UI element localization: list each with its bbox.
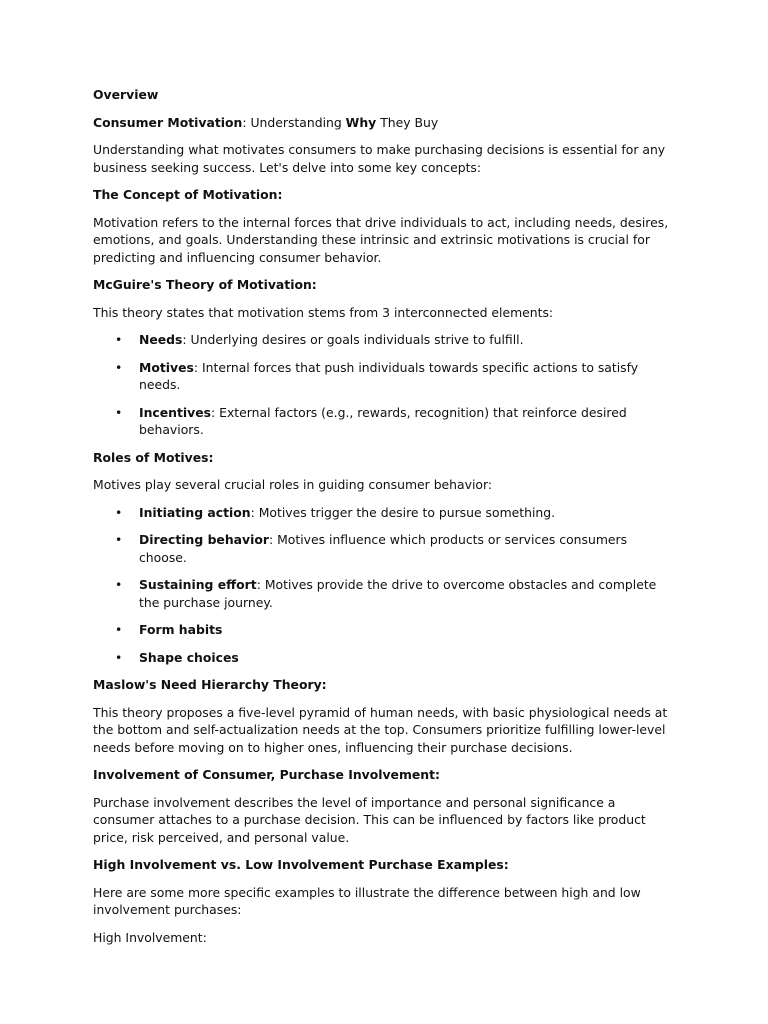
list-item-desc: : Motives provide the drive to overcome obstacles and complete the purchase journey. [139,577,657,610]
bullet-icon: • [115,649,123,665]
list-item [93,649,676,667]
document-subtitle [93,114,676,132]
list-item [93,331,676,349]
bullet-icon: • [115,622,123,637]
list-item-term: Initiating action [139,504,251,520]
subtitle-part-4: They Buy [376,114,439,130]
involvement-heading: Involvement of Consumer, Purchase Involvement: [93,767,440,782]
list-item-term: Needs [139,332,183,347]
list-item-desc: : Motives influence which products or services consumers choose. [139,532,628,565]
concept-heading: The Concept of Motivation: [93,187,283,202]
subtitle-part-1: Consumer Motivation [93,114,243,130]
subtitle-part-3: Why [345,114,377,130]
list-item-desc: : Underlying desires or goals individuals strive to fulfill. [182,332,524,347]
bullet-icon: • [115,359,123,375]
list-item [93,621,676,639]
list-item-term: Directing behavior [139,532,269,547]
mcguire-list [93,331,676,439]
examples-heading: High Involvement vs. Low Involvement Purchase Examples: [93,857,509,872]
roles-paragraph: Motives play several crucial roles in guiding consumer behavior: [93,477,493,492]
involvement-paragraph: Purchase involvement describes the level of importance and personal significance a consumer attaches to a purchase decision. This can be influenced by factors like product price, risk perceived, and personal value. [93,794,646,845]
list-item [93,504,676,522]
list-item [93,359,676,394]
list-item-term: Motives [139,359,194,375]
list-item-term: Sustaining effort [139,577,257,592]
roles-heading: Roles of Motives: [93,449,214,465]
bullet-icon: • [115,332,123,347]
list-item-desc: : External factors (e.g., rewards, recognition) that reinforce desired behaviors. [139,404,627,437]
mcguire-paragraph: This theory states that motivation stems from 3 interconnected elements: [93,304,554,320]
list-item-desc: : Motives trigger the desire to pursue something. [250,504,556,520]
list-item-desc: : Internal forces that push individuals towards specific actions to satisfy needs. [139,359,639,392]
subtitle-part-2: : Understanding [242,114,346,130]
list-item [93,531,676,566]
bullet-icon: • [115,504,123,520]
intro-paragraph: Understanding what motivates consumers to make purchasing decisions is essential for any business seeking success. Let's delve into some key concepts: [93,142,666,175]
maslow-paragraph: This theory proposes a five-level pyramid of human needs, with basic physiological needs at the bottom and self-actualization needs at the top. Consumers prioritize fulfilling lower-level needs before moving on to higher ones, influencing their purchase decisions. [93,704,668,755]
overview-heading: Overview [93,87,159,102]
bullet-icon: • [115,404,123,420]
bullet-icon: • [115,577,123,592]
list-item [93,576,676,611]
list-item-term: Form habits [139,622,223,637]
list-item-term: Shape choices [139,649,239,665]
roles-list [93,504,676,667]
bullet-icon: • [115,532,123,547]
mcguire-heading: McGuire's Theory of Motivation: [93,277,317,292]
maslow-heading: Maslow's Need Hierarchy Theory: [93,677,327,692]
examples-paragraph: Here are some more specific examples to illustrate the difference between high and low involvement purchases: [93,884,641,917]
high-involvement-label: High Involvement: [93,929,207,945]
list-item [93,404,676,439]
concept-paragraph: Motivation refers to the internal forces that drive individuals to act, including needs, desires, emotions, and goals. Understanding these intrinsic and extrinsic motivations is crucial for predicting and influencing consumer behavior. [93,214,669,265]
list-item-term: Incentives [139,404,212,420]
